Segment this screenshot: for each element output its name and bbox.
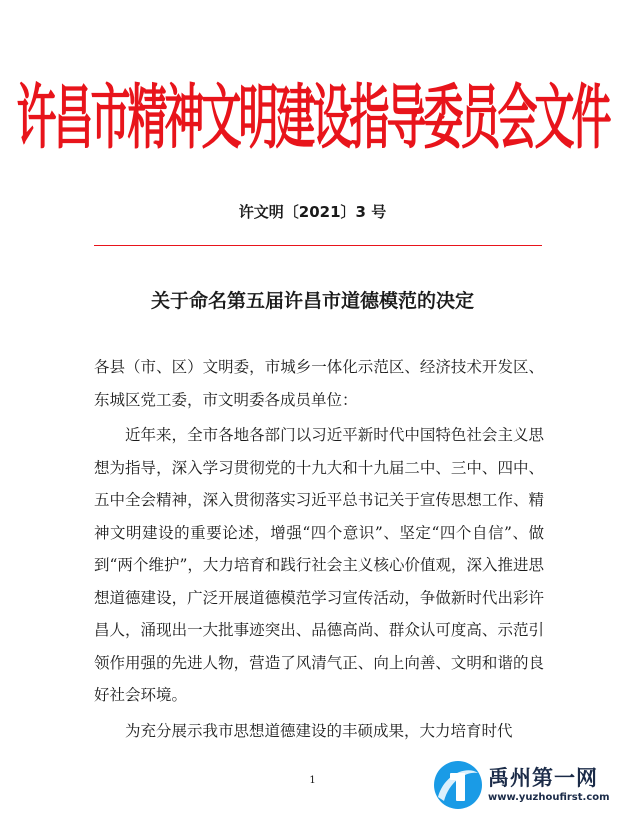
site-watermark xyxy=(432,754,622,816)
page-number: 1 xyxy=(309,775,316,786)
site-url: www.yuzhoufirst.com xyxy=(488,792,610,803)
salutation: 各县（市、区）文明委，市城乡一体化示范区、经济技术开发区、东城区党工委，市文明委各成员单位： xyxy=(94,358,544,409)
document-body xyxy=(94,351,544,747)
body-paragraph-2: 为充分展示我市思想道德建设的丰硕成果，大力培育时代 xyxy=(125,721,513,740)
document-heading: 关于命名第五届许昌市道德模范的决定 xyxy=(150,290,474,312)
document-number: 许文明〔2021〕3 号 xyxy=(238,203,387,221)
issuer-title: 许昌市精神文明建设指导委员会文件 xyxy=(16,76,609,159)
red-divider-line xyxy=(94,245,542,246)
site-name: 禹州第一网 xyxy=(488,766,598,790)
body-paragraph-1: 近年来，全市各地各部门以习近平新时代中国特色社会主义思想为指导，深入学习贯彻党的十九大和十九届二中、三中、四中、五中全会精神，深入贯彻落实习近平总书记关于宣传思想工作、精神文明建设的重要论述，增强“四个意识”、坚定“四个自信”、做到“两个维护”，大力培育和践行社会主义核心价值观，深入推进思想道德建设，广泛开展道德模范学习宣传活动，争做新时代出彩许昌人，涌现出一大批事迹突出、品德高尚、群众认可度高、示范引领作用强的先进人物，营造了风清气正、向上向善、文明和谐的良好社会环境。 xyxy=(94,426,544,704)
site-logo-icon xyxy=(432,759,484,811)
